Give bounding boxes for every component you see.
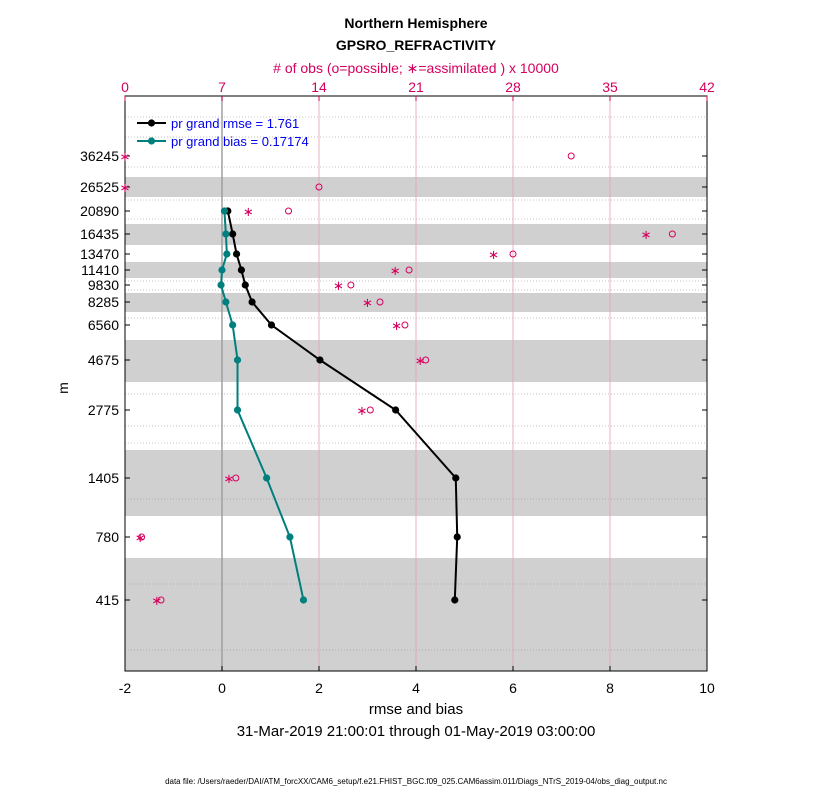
y-tick-label: 20890 xyxy=(80,203,119,219)
obs-possible-marker xyxy=(348,282,354,288)
series-point-1 xyxy=(221,207,228,214)
y-tick-label: 13470 xyxy=(80,246,119,262)
obs-assimilated-marker: ∗ xyxy=(640,228,652,243)
top-tick-label: 42 xyxy=(699,79,715,95)
series-point-0 xyxy=(454,533,461,540)
top-tick-label: 28 xyxy=(505,79,521,95)
y-tick-label: 36245 xyxy=(80,148,119,164)
obs-assimilated-marker: ∗ xyxy=(332,279,344,294)
obs-possible-marker xyxy=(402,322,408,328)
series-point-0 xyxy=(233,250,240,257)
legend-marker xyxy=(148,119,155,126)
chart-subtitle: GPSRO_REFRACTIVITY xyxy=(335,37,497,53)
series-point-1 xyxy=(234,356,241,363)
series-point-0 xyxy=(451,596,458,603)
y-tick-label: 4675 xyxy=(87,352,119,368)
obs-assimilated-marker: ∗ xyxy=(362,296,373,311)
y-tick-label: 6560 xyxy=(87,317,119,333)
y-tick-label: 415 xyxy=(95,592,119,608)
time-period: 31-Mar-2019 21:00:01 through 01-May-2019 03:00:00 xyxy=(236,723,596,740)
obs-assimilated-marker: ∗ xyxy=(242,205,254,220)
top-tick-label: 35 xyxy=(602,79,618,95)
top-tick-label: 21 xyxy=(408,79,424,95)
top-tick-label: 7 xyxy=(218,79,226,95)
obs-possible-marker xyxy=(286,208,292,214)
obs-assimilated-marker: ∗ xyxy=(389,264,401,279)
y-tick-label: 11410 xyxy=(81,262,119,278)
y-tick-label: 8285 xyxy=(87,294,119,310)
series-point-0 xyxy=(248,298,255,305)
series-point-0 xyxy=(392,406,399,413)
data-file-note: data file: /Users/raeder/DAI/ATM_forcXX/CAM6_setup/f.e21.FHIST_BGC.f09_025.CAM6assim.011/Diags_NTrS_2019-04/obs_diag_output.nc xyxy=(165,777,667,786)
series-point-1 xyxy=(286,533,293,540)
top-axis-label: # of obs (o=possible; ∗=assimilated ) x 10000 xyxy=(273,60,559,76)
x-tick-label: 0 xyxy=(218,680,226,696)
series-point-0 xyxy=(452,474,459,481)
obs-assimilated-marker: ∗ xyxy=(223,472,235,487)
series-point-1 xyxy=(218,266,225,273)
series-point-0 xyxy=(316,356,323,363)
y-tick-label: 1405 xyxy=(87,470,119,486)
x-tick-label: 4 xyxy=(412,680,420,696)
y-tick-label: 16435 xyxy=(80,226,119,242)
obs-assimilated-marker: ∗ xyxy=(119,181,131,196)
top-tick-label: 14 xyxy=(311,79,327,95)
series-point-1 xyxy=(300,596,307,603)
obs-assimilated-marker: ∗ xyxy=(119,150,131,165)
series-point-0 xyxy=(242,281,249,288)
obs-possible-marker xyxy=(367,407,373,413)
series-point-0 xyxy=(238,266,245,273)
series-point-1 xyxy=(229,321,236,328)
x-axis-label: rmse and bias xyxy=(368,701,464,718)
series-point-1 xyxy=(263,474,270,481)
x-tick-label: 6 xyxy=(509,680,517,696)
obs-assimilated-marker: ∗ xyxy=(414,354,426,369)
x-tick-label: 10 xyxy=(699,680,715,696)
top-tick-label: 0 xyxy=(121,79,129,95)
legend-marker xyxy=(148,137,155,144)
y-tick-label: 2775 xyxy=(87,402,119,418)
series-point-1 xyxy=(234,406,241,413)
series-point-1 xyxy=(222,298,229,305)
obs-assimilated-marker: ∗ xyxy=(356,404,368,419)
obs-assimilated-marker: ∗ xyxy=(151,594,163,609)
y-tick-label: 9830 xyxy=(87,277,119,293)
y-tick-label: 780 xyxy=(95,529,119,545)
obs-assimilated-marker: ∗ xyxy=(391,319,403,334)
obs-assimilated-marker: ∗ xyxy=(488,248,500,263)
y-tick-label: 26525 xyxy=(80,179,119,195)
obs-possible-marker xyxy=(568,153,574,159)
legend-label: pr grand bias = 0.17174 xyxy=(171,134,309,149)
chart-title: Northern Hemisphere xyxy=(344,15,488,31)
y-axis-label: m xyxy=(55,382,71,394)
series-point-0 xyxy=(229,230,236,237)
x-tick-label: 8 xyxy=(606,680,614,696)
legend-label: pr grand rmse = 1.761 xyxy=(171,116,300,131)
series-point-1 xyxy=(223,250,230,257)
series-point-0 xyxy=(268,321,275,328)
x-tick-label: 2 xyxy=(315,680,323,696)
obs-assimilated-marker: ∗ xyxy=(134,531,146,546)
series-point-1 xyxy=(217,281,224,288)
series-point-1 xyxy=(222,230,229,237)
x-tick-label: -2 xyxy=(118,680,132,696)
